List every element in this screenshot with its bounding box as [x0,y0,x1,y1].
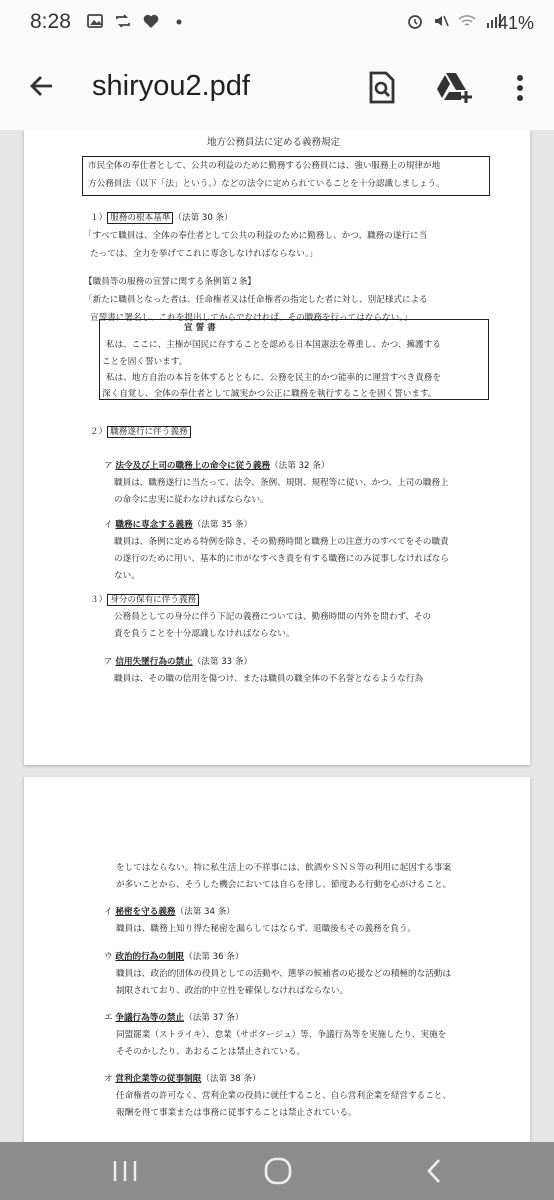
find-in-page-button[interactable] [360,66,404,110]
item-a2-heading [104,654,252,672]
intro-line-2: 方公務員法（以下「法」という。）などの法令に定められていることを十分認識しましょう。 [88,179,445,189]
item-c-label: ウ [104,952,113,962]
item-d-ref: （法第 37 条） [184,1013,244,1023]
item-i-text-1: 職員は、条例に定める特例を除き、その勤務時間と職務上の注意力のすべてをその職責 [114,537,449,547]
section-1-text-1: 「すべて職員は、全体の奉仕者として公共の利益のために勤務し、かつ、職務の遂行に当 [84,231,428,241]
section-1-ref: （法第 30 条） [173,213,233,223]
dot-icon [170,12,188,30]
item-d-title: 争議行為等の禁止 [115,1013,185,1023]
section-3-text-1: 公務員としての身分に伴う下記の義務については、勤務時間の内外を問わず、その [114,612,432,622]
more-vert-icon [516,74,524,102]
section-3-label: ３） [90,595,108,605]
home-icon [263,1156,293,1186]
item-a-label: ア [104,461,113,471]
retweet-icon [114,12,132,30]
item-a2-label: ア [104,657,113,667]
item-a2-ref: （法第 33 条） [192,657,253,667]
add-to-drive-button[interactable] [432,66,476,110]
item-c-heading [104,949,243,967]
item-a2-title: 信用失墜行為の禁止 [115,657,193,667]
item-c-title: 政治的行為の制限 [115,952,185,962]
home-button[interactable] [248,1151,308,1191]
item-c-text-2: 制限されており、政治的中立性を確保しなければならない。 [116,986,349,996]
system-icons [406,12,502,30]
arrow-back-icon [28,72,56,100]
item-e-title: 営利企業等の従事制限 [115,1074,202,1084]
oath-title: 宣 誓 書 [184,323,216,333]
item-b-title: 秘密を守る義務 [115,907,176,917]
pdf-page-2 [24,777,530,1142]
add-to-drive-icon [435,71,473,105]
item-d-text-1: 同盟罷業（ストライキ）、怠業（サボタージュ）等、争議行為等を実施したり、実施を [116,1030,447,1040]
alarm-icon [406,12,424,30]
item-a-text-2: の命令に忠実に従わなければならない。 [114,495,269,505]
ordinance-text-2: 宣誓書に署名し、これを提出してからでなければ、その職務を行ってはならない。」 [90,313,413,323]
item-i-text-2: の遂行のために用い、基本的に市がなすべき責を有する職務にのみ従事しなければなら [114,554,449,564]
section-1-text-2: たっては、全力を挙げてこれに専念しなければならない。」 [90,249,318,259]
section-3-title: 身分の保有に伴う義務 [107,594,199,606]
section-2-heading [90,424,191,442]
item-i-heading [104,517,252,535]
ordinance-text-1: 「新たに職員となった者は、任命権者又は任命権者の指定した者に対し、別記様式による [84,295,428,305]
oath-text-1: 私は、ここに、主権が国民に存することを認める日本国憲法を尊重し、かつ、擁護する [106,340,441,350]
find-in-page-icon [367,71,397,105]
pdf-viewer[interactable] [0,130,554,1142]
item-d-label: エ [104,1013,113,1023]
section-1-title: 服務の根本基準 [107,212,173,224]
app-bar [0,44,554,130]
battery-level: 41% [497,13,534,33]
item-a-text-1: 職員は、職務遂行に当たって、法令、条例、規則、規程等に従い、かつ、上司の職務上 [114,478,449,488]
pdf-page-1 [24,130,530,765]
wifi-icon [458,12,476,30]
nav-back-icon [424,1157,444,1185]
item-e-label: オ [104,1074,113,1084]
continued-text-1: をしてはならない。特に私生活上の不祥事には、飲酒やＳＮＳ等の利用に起因する事案 [116,863,452,873]
item-e-heading [104,1071,261,1089]
item-a2-text: 職員は、その職の信用を傷つけ、または職員の職全体の不名誉となるような行為 [114,674,424,684]
recents-icon [112,1159,138,1183]
item-a-ref: （法第 32 条） [270,461,330,471]
section-2-label: ２） [90,427,108,437]
item-i-label: イ [104,520,113,530]
item-e-text-2: 報酬を得て事業または事務に従事することは禁止されている。 [116,1108,357,1118]
item-i-ref: （法第 35 条） [192,520,253,530]
item-a-heading [104,458,329,476]
item-d-heading [104,1010,243,1028]
section-1-heading [90,210,233,228]
section-3-text-2: 責を負うことを十分認識しなければならない。 [114,629,295,639]
back-button[interactable] [22,66,62,106]
status-bar [0,0,554,44]
item-b-text: 職員は、職務上知り得た秘密を漏らしてはならず、退職後もその義務を負う。 [116,924,417,934]
nav-back-button[interactable] [404,1151,464,1191]
item-i-text-3: ない。 [114,571,140,581]
item-b-ref: （法第 34 条） [175,907,235,917]
oath-text-4: 深く自覚し、全体の奉仕者として誠実かつ公正に職務を執行することを固く誓います。 [102,389,437,399]
gallery-icon [86,12,104,30]
item-b-heading [104,904,235,922]
item-c-ref: （法第 36 条） [184,952,244,962]
mute-icon [432,12,450,30]
intro-line-1: 市民全体の奉仕者として、公共の利益のために勤務する公務員には、強い服務上の規律が地 [88,161,441,171]
oath-text-3: 私は、地方自治の本旨を体するとともに、公務を民主的かつ能率的に運営すべき責務を [106,373,441,383]
item-e-ref: （法第 38 条） [201,1074,261,1084]
item-i-title: 職務に専念する義務 [115,520,193,530]
section-3-heading [90,592,199,610]
notification-icons [86,12,188,30]
more-options-button[interactable] [502,66,538,110]
item-e-text-1: 任命権者の許可なく、営利企業の役員に就任すること、自ら営利企業を経営すること、 [116,1091,451,1101]
item-a-title: 法令及び上司の職務上の命令に従う義務 [115,461,271,471]
heart-icon [142,12,160,30]
file-title: shiryou2.pdf [92,70,250,102]
oath-text-2: ことを固く誓います。 [102,357,188,367]
ordinance-title: 【職員等の服務の宣誓に関する条例第２条】 [84,277,256,287]
item-d-text-2: そそのかしたり、あおることは禁止されている。 [116,1047,306,1057]
section-2-title: 職務遂行に伴う義務 [107,426,190,438]
item-c-text-1: 職員は、政治的団体の役員としての活動や、選挙の候補者の応援などの積極的な活動は [116,969,451,979]
continued-text-2: が多いことから、そうした機会においては自らを律し、節度ある行動を心がけること。 [116,880,452,890]
system-nav-bar [0,1142,554,1200]
section-1-label: １） [90,213,108,223]
status-time: 8:28 [30,10,71,33]
recents-button[interactable] [95,1151,155,1191]
item-b-label: イ [104,907,113,917]
page-heading: 地方公務員法に定める義務規定 [207,137,341,148]
